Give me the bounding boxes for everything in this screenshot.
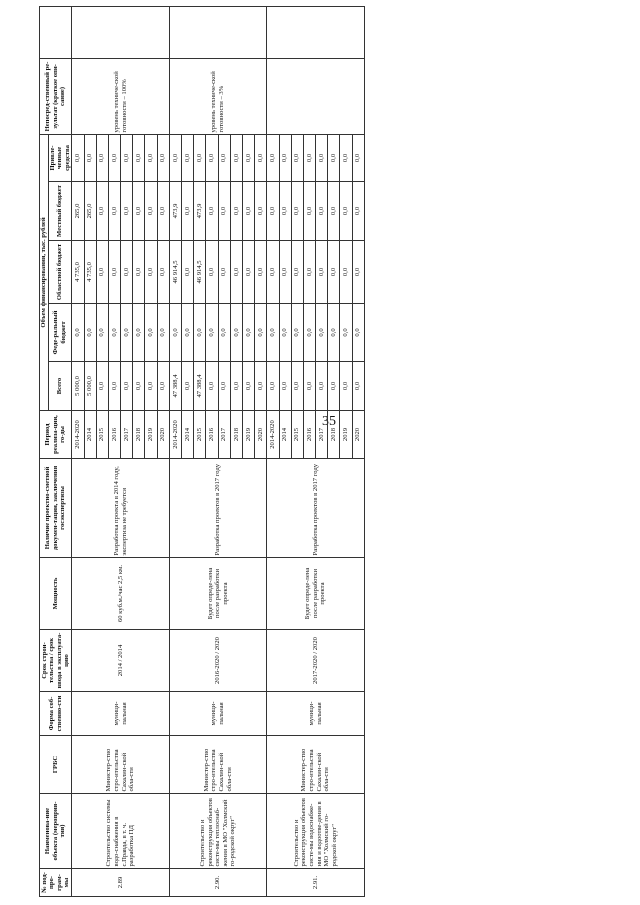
header-period: Период реализа-ции, го-ды: [40, 411, 72, 459]
block-number: 2.91.: [267, 869, 365, 897]
federal-cell: 0,0: [157, 304, 169, 362]
regional-cell: 0,0: [242, 241, 254, 304]
attracted-cell: 0,0: [316, 134, 328, 181]
regional-cell: 46 914,5: [169, 241, 181, 304]
period-cell: 2014: [84, 411, 96, 459]
federal-cell: 0,0: [303, 304, 315, 362]
construction-term: 2016-2020 / 2020: [169, 630, 267, 692]
period-cell: 2020: [352, 411, 364, 459]
regional-cell: 0,0: [230, 241, 242, 304]
period-cell: 2015: [96, 411, 108, 459]
attracted-cell: 0,0: [96, 134, 108, 181]
period-cell: 2014: [182, 411, 194, 459]
federal-cell: 0,0: [169, 304, 181, 362]
grbs-cell: Министер-ство стро-ительства Сахалин-ской обла-сти: [267, 736, 365, 794]
funding-table: [39, 6, 365, 897]
federal-cell: 0,0: [352, 304, 364, 362]
regional-cell: 46 914,5: [194, 241, 206, 304]
total-cell: 0,0: [182, 362, 194, 411]
local-cell: 0,0: [145, 182, 157, 241]
period-cell: 2017: [316, 411, 328, 459]
attracted-cell: 0,0: [194, 134, 206, 181]
federal-cell: 0,0: [340, 304, 352, 362]
header-regional: Областной бюджет: [48, 241, 72, 304]
regional-cell: 0,0: [316, 241, 328, 304]
total-cell: 5 000,0: [72, 362, 84, 411]
local-cell: 0,0: [218, 182, 230, 241]
regional-cell: 0,0: [291, 241, 303, 304]
attracted-cell: 0,0: [340, 134, 352, 181]
regional-cell: 0,0: [182, 241, 194, 304]
federal-cell: 0,0: [316, 304, 328, 362]
federal-cell: 0,0: [230, 304, 242, 362]
attracted-cell: 0,0: [291, 134, 303, 181]
regional-cell: 0,0: [133, 241, 145, 304]
table-row: [169, 6, 181, 896]
total-cell: 0,0: [316, 362, 328, 411]
federal-cell: 0,0: [206, 304, 218, 362]
period-cell: 2014-2020: [169, 411, 181, 459]
construction-term: 2014 / 2014: [72, 630, 170, 692]
local-cell: 0,0: [316, 182, 328, 241]
federal-cell: 0,0: [242, 304, 254, 362]
federal-cell: 0,0: [255, 304, 267, 362]
period-cell: 2015: [194, 411, 206, 459]
result-description: уровень техниче-ской готовности – 100%: [72, 58, 170, 134]
header-name: Наименова-ние объекта (мероприя-тия): [40, 794, 72, 869]
total-cell: 47 388,4: [194, 362, 206, 411]
total-cell: 0,0: [157, 362, 169, 411]
local-cell: 265,0: [72, 182, 84, 241]
attracted-cell: 0,0: [182, 134, 194, 181]
attracted-cell: 0,0: [169, 134, 181, 181]
local-cell: 0,0: [133, 182, 145, 241]
total-cell: 0,0: [352, 362, 364, 411]
period-cell: 2019: [242, 411, 254, 459]
capacity: Будет опреде-лена после разработки проекта: [169, 558, 267, 630]
period-cell: 2015: [291, 411, 303, 459]
table-row: [267, 6, 279, 896]
federal-cell: 0,0: [96, 304, 108, 362]
regional-cell: 0,0: [96, 241, 108, 304]
total-cell: 0,0: [108, 362, 120, 411]
header-attracted: Привле-ченные средства: [48, 134, 72, 181]
ownership-form: муници-пальная: [169, 692, 267, 736]
federal-cell: 0,0: [84, 304, 96, 362]
regional-cell: 0,0: [340, 241, 352, 304]
construction-term: 2017-2020 / 2020: [267, 630, 365, 692]
attracted-cell: 0,0: [255, 134, 267, 181]
total-cell: 0,0: [340, 362, 352, 411]
total-cell: 0,0: [328, 362, 340, 411]
design-documentation: Разработка проектов в 2017 году: [267, 459, 365, 558]
regional-cell: 0,0: [157, 241, 169, 304]
federal-cell: 0,0: [133, 304, 145, 362]
federal-cell: 0,0: [182, 304, 194, 362]
header-row-1: [40, 6, 49, 896]
local-cell: 0,0: [108, 182, 120, 241]
total-cell: 0,0: [96, 362, 108, 411]
period-cell: 2018: [133, 411, 145, 459]
federal-cell: 0,0: [72, 304, 84, 362]
page-number: 35: [322, 414, 336, 429]
local-cell: 265,0: [84, 182, 96, 241]
federal-cell: 0,0: [121, 304, 133, 362]
federal-cell: 0,0: [145, 304, 157, 362]
table-row: [72, 6, 84, 896]
regional-cell: 4 735,0: [72, 241, 84, 304]
attracted-cell: 0,0: [108, 134, 120, 181]
federal-cell: 0,0: [291, 304, 303, 362]
local-cell: 0,0: [352, 182, 364, 241]
design-documentation: Разработка проектов в 2017 году: [169, 459, 267, 558]
attracted-cell: 0,0: [157, 134, 169, 181]
attracted-cell: 0,0: [279, 134, 291, 181]
header-term: Срок строи-тельства / срок ввода в эксплуата-цию: [40, 630, 72, 692]
period-cell: 2016: [206, 411, 218, 459]
local-cell: 0,0: [242, 182, 254, 241]
local-cell: 0,0: [340, 182, 352, 241]
total-cell: 0,0: [291, 362, 303, 411]
federal-cell: 0,0: [108, 304, 120, 362]
attracted-cell: 0,0: [218, 134, 230, 181]
object-name: Строительство системы водо-снабжения в с.Правда, в т. ч. разработка ПД: [72, 794, 170, 869]
local-cell: 0,0: [96, 182, 108, 241]
attracted-cell: 0,0: [230, 134, 242, 181]
attracted-cell: 0,0: [84, 134, 96, 181]
period-cell: 2014: [279, 411, 291, 459]
period-cell: 2019: [340, 411, 352, 459]
header-local: Местный бюджет: [48, 182, 72, 241]
total-cell: 0,0: [121, 362, 133, 411]
header-num: № под-про-грам-мы: [40, 869, 72, 897]
regional-cell: 0,0: [206, 241, 218, 304]
extra-cell: [267, 6, 365, 58]
attracted-cell: 0,0: [303, 134, 315, 181]
ownership-form: муници-пальная: [72, 692, 170, 736]
total-cell: 0,0: [218, 362, 230, 411]
extra-cell: [169, 6, 267, 58]
capacity: 60 куб.м./час 2,5 км.: [72, 558, 170, 630]
total-cell: 5 000,0: [84, 362, 96, 411]
period-cell: 2014-2020: [72, 411, 84, 459]
attracted-cell: 0,0: [352, 134, 364, 181]
total-cell: 0,0: [206, 362, 218, 411]
grbs-cell: Министер-ство стро-ительства Сахалин-ской обла-сти: [72, 736, 170, 794]
attracted-cell: 0,0: [133, 134, 145, 181]
local-cell: 473,9: [169, 182, 181, 241]
federal-cell: 0,0: [328, 304, 340, 362]
header-funding: Объем финансирования, тыс. рублей: [40, 134, 49, 410]
total-cell: 0,0: [279, 362, 291, 411]
total-cell: 0,0: [242, 362, 254, 411]
local-cell: 0,0: [328, 182, 340, 241]
capacity: Будет опреде-лена после разработки проекта: [267, 558, 365, 630]
regional-cell: 0,0: [121, 241, 133, 304]
header-power: Мощность: [40, 558, 72, 630]
object-name: Строительство и реконструкция объектов систе-мы теплоснаб-жения в МО "Холмский го-родской округ": [169, 794, 267, 869]
regional-cell: 0,0: [145, 241, 157, 304]
period-cell: 2020: [255, 411, 267, 459]
local-cell: 0,0: [230, 182, 242, 241]
period-cell: 2018: [328, 411, 340, 459]
attracted-cell: 0,0: [72, 134, 84, 181]
result-description: уровень техниче-ской готовности – 3%: [169, 58, 267, 134]
regional-cell: 0,0: [328, 241, 340, 304]
period-cell: 2017: [218, 411, 230, 459]
regional-cell: 0,0: [267, 241, 279, 304]
attracted-cell: 0,0: [145, 134, 157, 181]
extra-cell: [72, 6, 170, 58]
attracted-cell: 0,0: [242, 134, 254, 181]
local-cell: 0,0: [157, 182, 169, 241]
period-cell: 2020: [157, 411, 169, 459]
federal-cell: 0,0: [218, 304, 230, 362]
local-cell: 0,0: [121, 182, 133, 241]
header-psd: Наличие проектно-сметной докумен-тации, заключения госэкспертизы: [40, 459, 72, 558]
regional-cell: 0,0: [255, 241, 267, 304]
period-cell: 2016: [108, 411, 120, 459]
header-federal: Феде-ральный бюджет: [48, 304, 72, 362]
total-cell: 0,0: [303, 362, 315, 411]
table-body: [72, 6, 365, 896]
attracted-cell: 0,0: [121, 134, 133, 181]
total-cell: 0,0: [267, 362, 279, 411]
local-cell: 0,0: [303, 182, 315, 241]
grbs-cell: Министер-ство стро-ительства Сахалин-ской обла-сти: [169, 736, 267, 794]
total-cell: 47 388,4: [169, 362, 181, 411]
period-cell: 2017: [121, 411, 133, 459]
attracted-cell: 0,0: [328, 134, 340, 181]
local-cell: 0,0: [291, 182, 303, 241]
ownership-form: муници-пальная: [267, 692, 365, 736]
header-extra: [40, 6, 72, 58]
period-cell: 2018: [230, 411, 242, 459]
local-cell: 0,0: [267, 182, 279, 241]
object-name: Строительство и реконструкция объектов систе-мы водоснабже-ния и водоотве-дения в МО "Холмский го-родской округ": [267, 794, 365, 869]
total-cell: 0,0: [133, 362, 145, 411]
total-cell: 0,0: [230, 362, 242, 411]
header-result: Непосред-ственный ре-зультат (краткое опи-сание): [40, 58, 72, 134]
federal-cell: 0,0: [267, 304, 279, 362]
block-number: 2.89: [72, 869, 170, 897]
federal-cell: 0,0: [279, 304, 291, 362]
header-grbs: ГРБС: [40, 736, 72, 794]
block-number: 2.90.: [169, 869, 267, 897]
regional-cell: 0,0: [108, 241, 120, 304]
local-cell: 0,0: [206, 182, 218, 241]
header-total: Всего: [48, 362, 72, 411]
regional-cell: 0,0: [279, 241, 291, 304]
regional-cell: 0,0: [303, 241, 315, 304]
total-cell: 0,0: [145, 362, 157, 411]
local-cell: 0,0: [182, 182, 194, 241]
regional-cell: 0,0: [218, 241, 230, 304]
attracted-cell: 0,0: [267, 134, 279, 181]
regional-cell: 0,0: [352, 241, 364, 304]
total-cell: 0,0: [255, 362, 267, 411]
local-cell: 0,0: [279, 182, 291, 241]
local-cell: 473,9: [194, 182, 206, 241]
federal-cell: 0,0: [194, 304, 206, 362]
regional-cell: 4 735,0: [84, 241, 96, 304]
result-description: [267, 58, 365, 134]
design-documentation: Разработка проекта в 2014 году, экспертиза не требуется: [72, 459, 170, 558]
period-cell: 2014-2020: [267, 411, 279, 459]
attracted-cell: 0,0: [206, 134, 218, 181]
period-cell: 2016: [303, 411, 315, 459]
header-form: Форма соб-ственно-сти: [40, 692, 72, 736]
period-cell: 2019: [145, 411, 157, 459]
local-cell: 0,0: [255, 182, 267, 241]
rotated-table-container: [39, 27, 561, 897]
